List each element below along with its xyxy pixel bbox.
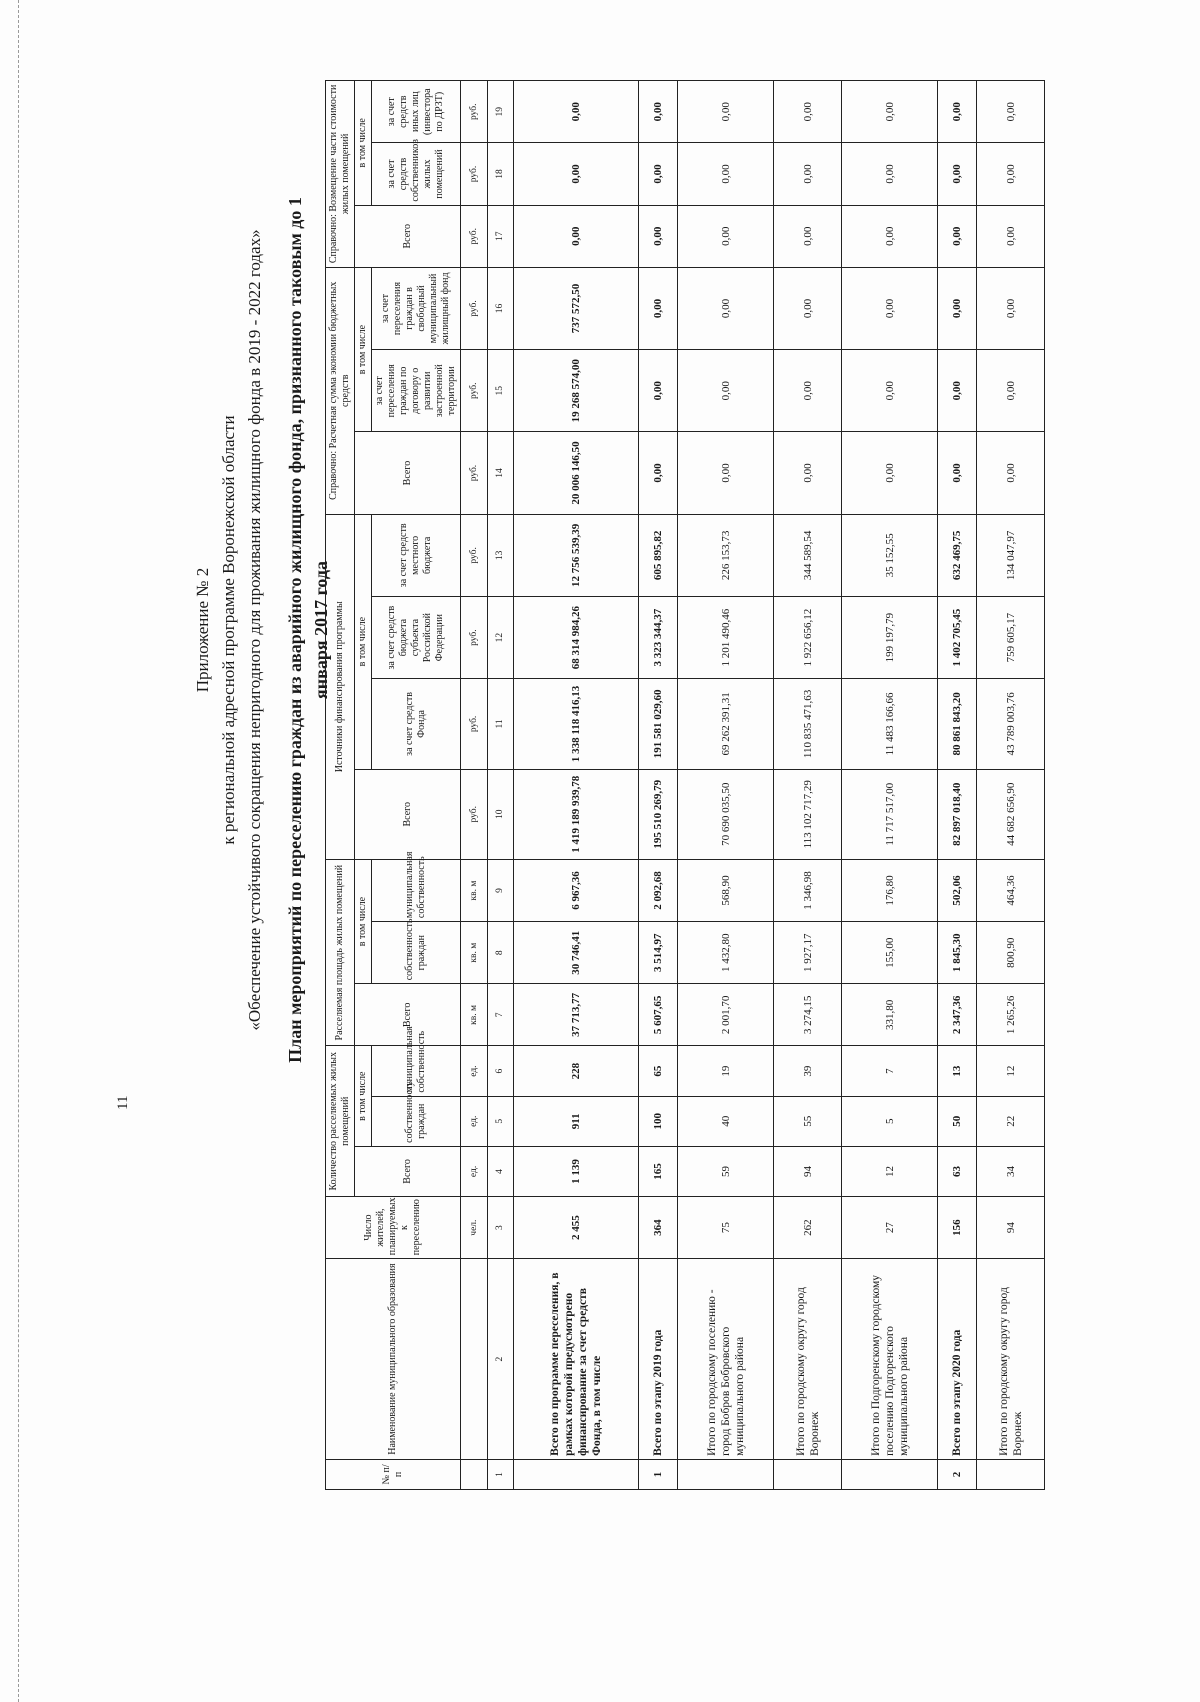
- column-number-cell: 16: [487, 267, 514, 349]
- column-number-cell: 2: [487, 1259, 514, 1460]
- unit-cell: чел.: [461, 1197, 488, 1259]
- column-number-cell: 7: [487, 984, 514, 1046]
- value-cell: 0,00: [774, 205, 842, 267]
- unit-cell: руб.: [461, 267, 488, 349]
- value-cell: 2 455: [514, 1197, 639, 1259]
- value-cell: 0,00: [977, 432, 1045, 514]
- unit-cell: ед.: [461, 1146, 488, 1196]
- value-cell: 30 746,41: [514, 922, 639, 984]
- column-number-cell: 19: [487, 81, 514, 143]
- value-cell: 0,00: [678, 432, 774, 514]
- value-cell: 0,00: [774, 267, 842, 349]
- value-cell: 195 510 269,79: [639, 769, 678, 859]
- value-cell: 0,00: [678, 81, 774, 143]
- row-number: [842, 1459, 938, 1489]
- program-reference: к региональной адресной программе Воронежской области: [219, 415, 238, 845]
- row-number: [774, 1459, 842, 1489]
- program-name: «Обеспечение устойчивого сокращения непригодного для проживания жилищного фонда в 2019 - 2022 годах»: [245, 229, 264, 1031]
- header-rooms-incl: в том числе: [355, 1046, 372, 1146]
- value-cell: 0,00: [938, 267, 977, 349]
- value-cell: 568,90: [678, 859, 774, 921]
- header-dev-agreement: за счет переселения граждан по договору о развитии застроенной территории: [372, 350, 461, 432]
- units-row: [461, 81, 488, 1490]
- value-cell: 0,00: [639, 205, 678, 267]
- value-cell: 0,00: [938, 205, 977, 267]
- value-cell: 0,00: [842, 350, 938, 432]
- value-cell: 0,00: [842, 81, 938, 143]
- value-cell: 0,00: [639, 143, 678, 205]
- resettlement-plan-table: [325, 80, 1045, 1490]
- unit-cell: руб.: [461, 514, 488, 596]
- value-cell: 1 922 656,12: [774, 596, 842, 678]
- value-cell: 632 469,75: [938, 514, 977, 596]
- value-cell: 27: [842, 1197, 938, 1259]
- value-cell: 199 197,79: [842, 596, 938, 678]
- value-cell: 0,00: [938, 432, 977, 514]
- unit-cell: руб.: [461, 143, 488, 205]
- value-cell: 0,00: [842, 205, 938, 267]
- value-cell: 344 589,54: [774, 514, 842, 596]
- column-number-cell: 9: [487, 859, 514, 921]
- column-number-cell: 5: [487, 1096, 514, 1146]
- value-cell: 100: [639, 1096, 678, 1146]
- value-cell: 1 139: [514, 1146, 639, 1196]
- value-cell: 19: [678, 1046, 774, 1096]
- value-cell: 134 047,97: [977, 514, 1045, 596]
- value-cell: 80 861 843,20: [938, 679, 977, 769]
- value-cell: 155,00: [842, 922, 938, 984]
- table-row: [514, 81, 639, 1490]
- document-header: [190, 180, 334, 1080]
- column-number-cell: 17: [487, 205, 514, 267]
- row-name: Итого по городскому округу город Воронеж: [774, 1259, 842, 1460]
- row-number: [977, 1459, 1045, 1489]
- value-cell: 0,00: [678, 267, 774, 349]
- column-number-cell: 1: [487, 1459, 514, 1489]
- value-cell: 331,80: [842, 984, 938, 1046]
- column-number-cell: 6: [487, 1046, 514, 1096]
- value-cell: 59: [678, 1146, 774, 1196]
- value-cell: 69 262 391,31: [678, 679, 774, 769]
- column-number-cell: 13: [487, 514, 514, 596]
- unit-cell: руб.: [461, 769, 488, 859]
- row-name: Итого по Подгоренскому городскому поселению Подгоренского муниципального района: [842, 1259, 938, 1460]
- value-cell: 0,00: [842, 143, 938, 205]
- header-compensation-incl: в том числе: [355, 81, 372, 206]
- header-savings-total: Всего: [355, 432, 461, 514]
- value-cell: 191 581 029,60: [639, 679, 678, 769]
- value-cell: 0,00: [938, 350, 977, 432]
- table-body: [461, 81, 1045, 1490]
- value-cell: 0,00: [514, 205, 639, 267]
- value-cell: 40: [678, 1096, 774, 1146]
- value-cell: 262: [774, 1197, 842, 1259]
- column-number-cell: 3: [487, 1197, 514, 1259]
- header-sources-group: Источники финансирования программы: [326, 514, 355, 859]
- value-cell: 2 001,70: [678, 984, 774, 1046]
- value-cell: 1 927,17: [774, 922, 842, 984]
- unit-cell: руб.: [461, 432, 488, 514]
- header-sources-incl: в том числе: [355, 514, 372, 769]
- table-row: [977, 81, 1045, 1490]
- value-cell: 63: [938, 1146, 977, 1196]
- header-other-persons: за счет средств иных лиц (инвестора по ДРЗТ): [372, 81, 461, 143]
- value-cell: 37 713,77: [514, 984, 639, 1046]
- plan-title: План мероприятий по переселению граждан из аварийного жилищного фонда, признанного таковым до 1 января 2017 года: [285, 197, 331, 1063]
- value-cell: 1 201 490,46: [678, 596, 774, 678]
- header-compensation-total: Всего: [355, 205, 461, 267]
- value-cell: 800,90: [977, 922, 1045, 984]
- column-numbers-row: [487, 81, 514, 1490]
- header-area-total: Всего: [355, 984, 461, 1046]
- header-num: № п/п: [326, 1459, 461, 1489]
- value-cell: 0,00: [678, 205, 774, 267]
- header-free-municipal: за счет переселения граждан в свободный муниципальный жилищный фонд: [372, 267, 461, 349]
- header-sources-total: Всего: [355, 769, 461, 859]
- table-row: [774, 81, 842, 1490]
- header-owners-funds: за счет средств собственников жилых помещений: [372, 143, 461, 205]
- unit-cell: руб.: [461, 350, 488, 432]
- value-cell: 0,00: [938, 143, 977, 205]
- value-cell: 0,00: [514, 81, 639, 143]
- header-rooms-municipal: муниципальная собственность: [372, 1046, 461, 1096]
- header-area-municipal: муниципальная собственность: [372, 859, 461, 921]
- value-cell: 35 152,55: [842, 514, 938, 596]
- header-rooms-total: Всего: [355, 1146, 461, 1196]
- header-rooms-citizens: собственность граждан: [372, 1096, 461, 1146]
- table-row: [678, 81, 774, 1490]
- value-cell: 165: [639, 1146, 678, 1196]
- value-cell: 1 432,80: [678, 922, 774, 984]
- value-cell: 0,00: [514, 143, 639, 205]
- value-cell: 226 153,73: [678, 514, 774, 596]
- value-cell: 70 690 035,50: [678, 769, 774, 859]
- value-cell: 0,00: [678, 350, 774, 432]
- value-cell: 737 572,50: [514, 267, 639, 349]
- value-cell: 605 895,82: [639, 514, 678, 596]
- value-cell: 0,00: [678, 143, 774, 205]
- value-cell: 13: [938, 1046, 977, 1096]
- table-row: [938, 81, 977, 1490]
- row-number: 2: [938, 1459, 977, 1489]
- value-cell: 68 314 984,26: [514, 596, 639, 678]
- header-compensation-group: Справочно: Возмещение части стоимости жилых помещений: [326, 81, 355, 268]
- header-fund: за счет средств Фонда: [372, 679, 461, 769]
- value-cell: 176,80: [842, 859, 938, 921]
- row-name: Всего по программе переселения, в рамках которой предусмотрено финансирование за счет средств Фонда, в том числе: [514, 1259, 639, 1460]
- value-cell: 94: [774, 1146, 842, 1196]
- value-cell: 34: [977, 1146, 1045, 1196]
- row-number: [678, 1459, 774, 1489]
- value-cell: 759 605,17: [977, 596, 1045, 678]
- unit-cell: кв. м: [461, 859, 488, 921]
- value-cell: 0,00: [977, 81, 1045, 143]
- row-name: Всего по этапу 2019 года: [639, 1259, 678, 1460]
- value-cell: 364: [639, 1197, 678, 1259]
- unit-cell: руб.: [461, 81, 488, 143]
- unit-cell: кв. м: [461, 984, 488, 1046]
- table-row: [842, 81, 938, 1490]
- value-cell: 75: [678, 1197, 774, 1259]
- value-cell: 0,00: [774, 350, 842, 432]
- value-cell: 0,00: [842, 432, 938, 514]
- value-cell: 0,00: [977, 267, 1045, 349]
- resettlement-plan-table-container: [325, 80, 1045, 1490]
- row-number: 1: [639, 1459, 678, 1489]
- value-cell: 0,00: [639, 350, 678, 432]
- appendix-label: Приложение № 2: [193, 567, 212, 693]
- column-number-cell: 8: [487, 922, 514, 984]
- value-cell: 11 483 166,66: [842, 679, 938, 769]
- header-rooms-group: Количество расселяемых жилых помещений: [326, 1046, 355, 1197]
- value-cell: 502,06: [938, 859, 977, 921]
- value-cell: 0,00: [774, 143, 842, 205]
- value-cell: 0,00: [938, 81, 977, 143]
- value-cell: 65: [639, 1046, 678, 1096]
- header-row-1: [326, 81, 355, 1490]
- unit-cell: руб.: [461, 679, 488, 769]
- value-cell: 55: [774, 1096, 842, 1146]
- value-cell: 82 897 018,40: [938, 769, 977, 859]
- value-cell: 7: [842, 1046, 938, 1096]
- value-cell: 0,00: [639, 81, 678, 143]
- value-cell: 0,00: [639, 432, 678, 514]
- value-cell: 0,00: [774, 432, 842, 514]
- value-cell: 5: [842, 1096, 938, 1146]
- row-name: Итого по городскому поселению - город Бобров Бобровского муниципального района: [678, 1259, 774, 1460]
- value-cell: 11 717 517,00: [842, 769, 938, 859]
- value-cell: 3 323 344,37: [639, 596, 678, 678]
- value-cell: 12: [977, 1046, 1045, 1096]
- unit-cell: ед.: [461, 1046, 488, 1096]
- header-subject-budget: за счет средств бюджета субъекта Российской Федерации: [372, 596, 461, 678]
- unit-cell: кв. м: [461, 922, 488, 984]
- value-cell: 20 006 146,50: [514, 432, 639, 514]
- page-number: 11: [115, 1095, 131, 1110]
- unit-cell: ед.: [461, 1096, 488, 1146]
- value-cell: 43 789 003,76: [977, 679, 1045, 769]
- value-cell: 22: [977, 1096, 1045, 1146]
- value-cell: 464,36: [977, 859, 1045, 921]
- unit-cell: руб.: [461, 205, 488, 267]
- unit-cell: [461, 1259, 488, 1460]
- value-cell: 50: [938, 1096, 977, 1146]
- header-name: Наименование муниципального образования: [326, 1259, 461, 1460]
- column-number-cell: 11: [487, 679, 514, 769]
- value-cell: 110 835 471,63: [774, 679, 842, 769]
- row-name: Итого по городскому округу город Воронеж: [977, 1259, 1045, 1460]
- unit-cell: [461, 1459, 488, 1489]
- value-cell: 1 419 189 939,78: [514, 769, 639, 859]
- header-area-citizens: собственность граждан: [372, 922, 461, 984]
- value-cell: 3 274,15: [774, 984, 842, 1046]
- value-cell: 1 845,30: [938, 922, 977, 984]
- value-cell: 44 682 656,90: [977, 769, 1045, 859]
- value-cell: 39: [774, 1046, 842, 1096]
- value-cell: 911: [514, 1096, 639, 1146]
- value-cell: 0,00: [774, 81, 842, 143]
- value-cell: 3 514,97: [639, 922, 678, 984]
- column-number-cell: 12: [487, 596, 514, 678]
- value-cell: 1 346,98: [774, 859, 842, 921]
- column-number-cell: 18: [487, 143, 514, 205]
- value-cell: 5 607,65: [639, 984, 678, 1046]
- value-cell: 0,00: [639, 267, 678, 349]
- value-cell: 156: [938, 1197, 977, 1259]
- value-cell: 113 102 717,29: [774, 769, 842, 859]
- value-cell: 2 347,36: [938, 984, 977, 1046]
- value-cell: 1 265,26: [977, 984, 1045, 1046]
- value-cell: 228: [514, 1046, 639, 1096]
- unit-cell: руб.: [461, 596, 488, 678]
- value-cell: 12 756 539,39: [514, 514, 639, 596]
- table-row: [639, 81, 678, 1490]
- row-name: Всего по этапу 2020 года: [938, 1259, 977, 1460]
- value-cell: 0,00: [977, 350, 1045, 432]
- column-number-cell: 10: [487, 769, 514, 859]
- scan-edge-line: [18, 0, 20, 1702]
- column-number-cell: 4: [487, 1146, 514, 1196]
- row-number: [514, 1459, 639, 1489]
- value-cell: 19 268 574,00: [514, 350, 639, 432]
- value-cell: 1 402 705,45: [938, 596, 977, 678]
- value-cell: 1 338 118 416,13: [514, 679, 639, 769]
- value-cell: 12: [842, 1146, 938, 1196]
- header-area-incl: в том числе: [355, 859, 372, 983]
- value-cell: 6 967,36: [514, 859, 639, 921]
- header-residents: Число жителей, планируемых к переселению: [326, 1197, 461, 1259]
- header-savings-incl: в том числе: [355, 267, 372, 432]
- header-area-group: Расселяемая площадь жилых помещений: [326, 859, 355, 1046]
- value-cell: 0,00: [977, 205, 1045, 267]
- value-cell: 0,00: [977, 143, 1045, 205]
- header-local-budget: за счет средств местного бюджета: [372, 514, 461, 596]
- column-number-cell: 14: [487, 432, 514, 514]
- header-savings-group: Справочно: Расчетная сумма экономии бюджетных средств: [326, 267, 355, 514]
- value-cell: 0,00: [842, 267, 938, 349]
- value-cell: 94: [977, 1197, 1045, 1259]
- column-number-cell: 15: [487, 350, 514, 432]
- value-cell: 2 092,68: [639, 859, 678, 921]
